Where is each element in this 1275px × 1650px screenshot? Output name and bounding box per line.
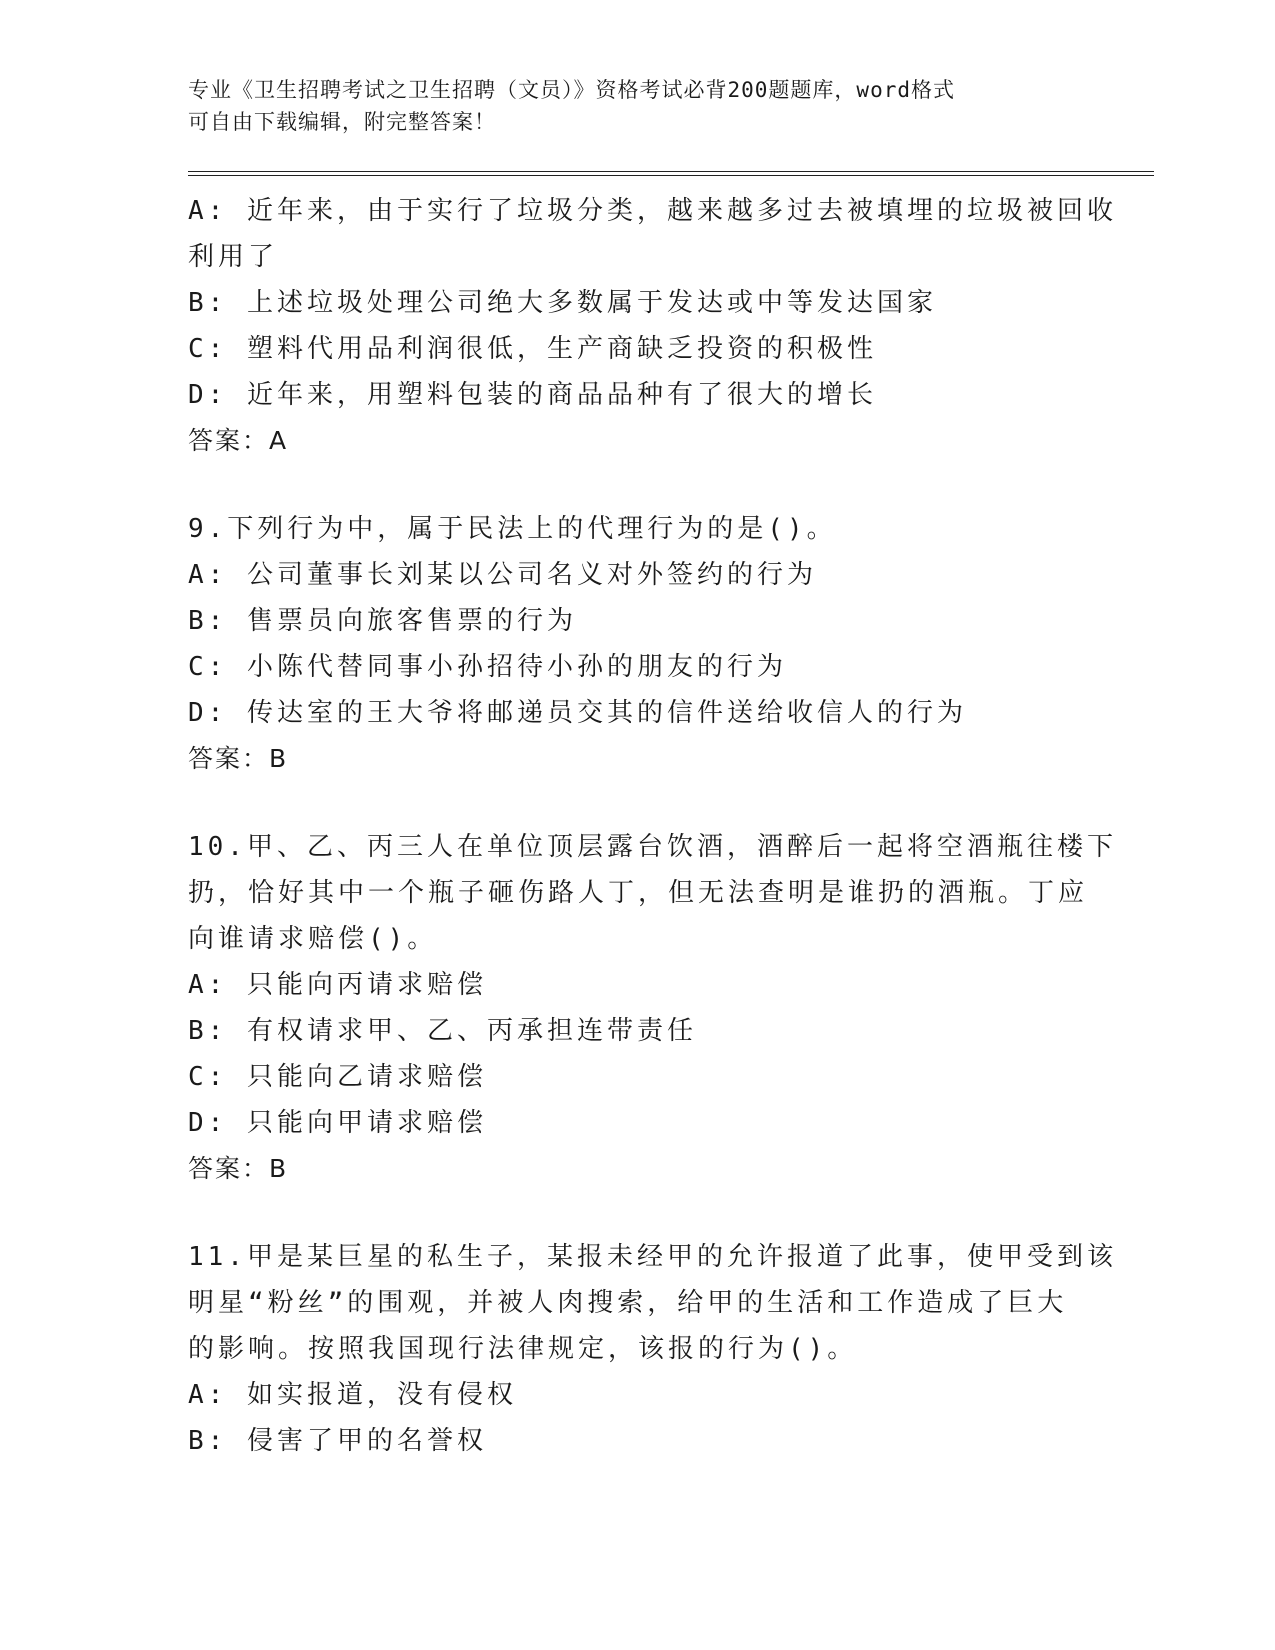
option-d: D: 近年来，用塑料包装的商品品种有了很大的增长 <box>188 380 877 410</box>
header-rule-top <box>188 171 1154 172</box>
question-stem: 向谁请求赔偿()。 <box>188 924 438 954</box>
option-b: B: 有权请求甲、乙、丙承担连带责任 <box>188 1016 697 1046</box>
option-a: A: 如实报道，没有侵权 <box>188 1380 517 1410</box>
answer: 答案：B <box>188 744 289 773</box>
option-c: C: 塑料代用品利润很低，生产商缺乏投资的积极性 <box>188 334 877 364</box>
option-d: D: 只能向甲请求赔偿 <box>188 1108 487 1138</box>
answer: 答案：A <box>188 426 289 455</box>
header-rule-bottom <box>188 175 1154 176</box>
question-9 <box>188 506 1088 782</box>
option-b: B: 侵害了甲的名誉权 <box>188 1426 487 1456</box>
option-b: B: 售票员向旅客售票的行为 <box>188 606 577 636</box>
question-stem: 10.甲、乙、丙三人在单位顶层露台饮酒，酒醉后一起将空酒瓶往楼下 <box>188 832 1117 862</box>
header-line-1: 专业《卫生招聘考试之卫生招聘（文员）》资格考试必背200题题库，word格式 <box>188 78 955 102</box>
option-d: D: 传达室的王大爷将邮递员交其的信件送给收信人的行为 <box>188 698 967 728</box>
option-a: A: 只能向丙请求赔偿 <box>188 970 487 1000</box>
answer: 答案：B <box>188 1154 289 1183</box>
question-stem: 扔，恰好其中一个瓶子砸伤路人丁，但无法查明是谁扔的酒瓶。丁应 <box>188 878 1089 908</box>
option-a-continued: 利用了 <box>188 242 279 272</box>
header-line-2: 可自由下载编辑，附完整答案！ <box>188 110 496 134</box>
option-c: C: 只能向乙请求赔偿 <box>188 1062 487 1092</box>
question-11 <box>188 1234 1117 1464</box>
option-a: A: 近年来，由于实行了垃圾分类，越来越多过去被填埋的垃圾被回收 <box>188 196 1117 226</box>
question-stem: 9.下列行为中，属于民法上的代理行为的是()。 <box>188 514 837 544</box>
option-c: C: 小陈代替同事小孙招待小孙的朋友的行为 <box>188 652 787 682</box>
option-b: B: 上述垃圾处理公司绝大多数属于发达或中等发达国家 <box>188 288 937 318</box>
document-body <box>188 188 1117 1464</box>
question-stem: 11.甲是某巨星的私生子，某报未经甲的允许报道了此事，使甲受到该 <box>188 1242 1117 1272</box>
document-header <box>188 74 1078 138</box>
question-10 <box>188 824 1117 1192</box>
option-a: A: 公司董事长刘某以公司名义对外签约的行为 <box>188 560 817 590</box>
question-stem: 明星“粉丝”的围观，并被人肉搜索，给甲的生活和工作造成了巨大 <box>188 1288 1068 1318</box>
question-stem: 的影响。按照我国现行法律规定，该报的行为()。 <box>188 1334 858 1364</box>
question-8-tail <box>188 188 1117 464</box>
